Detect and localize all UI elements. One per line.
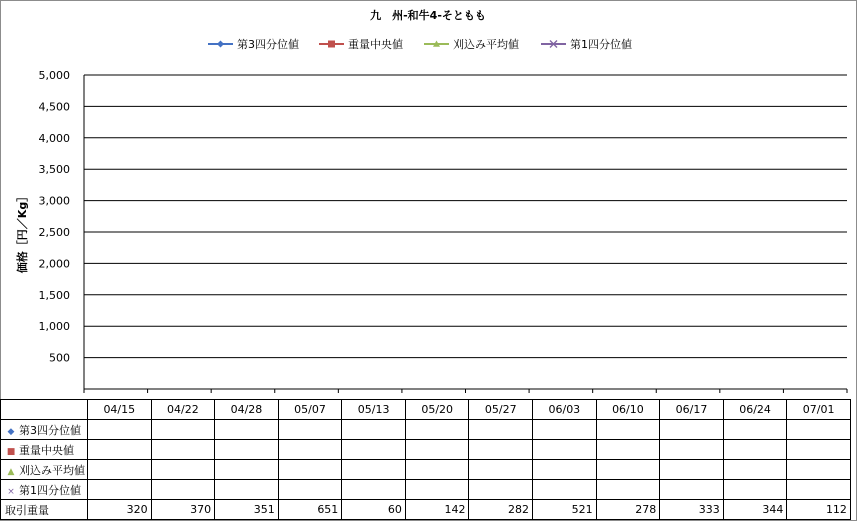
series-row-label [1,440,88,460]
table-cell [660,480,724,500]
x-tick-label: 05/27 [469,400,533,420]
x-tick-label: 05/20 [405,400,469,420]
x-legend-icon: × [7,486,15,497]
table-cell [342,440,406,460]
y-axis-label: 価格［円／Kg］ [16,190,29,274]
y-tick-label: 1,500 [38,288,70,302]
table-cell [787,480,851,500]
chart-title: 九 州-和牛4-そともも [370,9,486,22]
weight-cell: 278 [596,500,660,520]
table-cell [342,480,406,500]
series-row-label [1,420,88,440]
weight-cell: 521 [533,500,597,520]
weight-cell: 282 [469,500,533,520]
table-cell [278,420,342,440]
table-cell [469,440,533,460]
weight-cell: 351 [215,500,279,520]
x-tick-label: 06/17 [660,400,724,420]
table-cell [88,420,152,440]
triangle-legend-icon: ▲ [7,466,15,477]
weight-cell: 651 [278,500,342,520]
diamond-marker [217,41,224,48]
weight-cell: 112 [787,500,851,520]
table-cell [787,420,851,440]
table-cell [469,420,533,440]
series-row-label [1,480,88,500]
y-tick-label: 500 [49,351,70,365]
axes [84,75,847,393]
series-name: 第3四分位値 [19,423,81,437]
square-legend-icon: ■ [6,446,16,457]
table-cell [723,420,787,440]
y-tick-label: 2,000 [38,257,70,271]
x-tick-label: 07/01 [787,400,851,420]
table-cell [215,460,279,480]
x-tick-label: 05/13 [342,400,406,420]
legend-label: 第1四分位値 [570,38,632,51]
x-tick-label: 04/28 [215,400,279,420]
weight-cell: 60 [342,500,406,520]
legend-label: 刈込み平均値 [453,38,519,51]
table-cell [151,480,215,500]
x-tick-label: 05/07 [278,400,342,420]
x-tick-label: 06/24 [723,400,787,420]
y-axis-ticks [39,69,71,365]
y-tick-label: 5,000 [38,69,70,82]
legend-label: 重量中央値 [348,38,403,51]
table-cell [405,460,469,480]
diamond-legend-icon: ◆ [7,426,15,437]
table-cell [533,440,597,460]
table-cell [151,440,215,460]
weight-row-label: 取引重量 [1,500,88,520]
table-cell [151,420,215,440]
table-cell [215,480,279,500]
weight-cell: 320 [88,500,152,520]
y-tick-label: 4,500 [38,100,70,114]
data-table [0,399,851,520]
table-cell [342,460,406,480]
legend-item [424,37,519,51]
table-cell [787,440,851,460]
table-cell [278,480,342,500]
y-tick-label: 3,000 [38,194,70,208]
table-cell [278,440,342,460]
table-cell [215,440,279,460]
table-cell [469,480,533,500]
y-tick-label: 3,500 [38,163,70,177]
table-cell [405,420,469,440]
table-cell [533,460,597,480]
table-cell [596,420,660,440]
series-row-label [1,460,88,480]
x-tick-label: 04/15 [88,400,152,420]
table-cell [405,480,469,500]
table-cell [88,440,152,460]
legend-item [541,37,632,51]
table-cell [660,420,724,440]
x-tick-label: 06/10 [596,400,660,420]
weight-cell: 333 [660,500,724,520]
table-cell [723,460,787,480]
x-tick-label: 04/22 [151,400,215,420]
weight-cell: 370 [151,500,215,520]
weight-cell: 344 [723,500,787,520]
weight-row [1,500,851,520]
legend [208,37,632,51]
table-cell [469,460,533,480]
table-cell [342,420,406,440]
table-row [1,460,851,480]
table-row [1,420,851,440]
table-cell [723,480,787,500]
table-cell [151,460,215,480]
table-header-row [1,400,851,420]
series-name: 重量中央値 [19,443,74,457]
table-cell [405,440,469,460]
table-cell [88,480,152,500]
table-cell [533,480,597,500]
table-cell [596,480,660,500]
table-cell [88,460,152,480]
table-cell [787,460,851,480]
table-cell [660,460,724,480]
table-cell [278,460,342,480]
table-cell [215,420,279,440]
table-cell [723,440,787,460]
y-tick-label: 2,500 [38,226,70,239]
square-marker [328,41,335,48]
table-cell [660,440,724,460]
legend-item [319,37,403,51]
table-cell [596,460,660,480]
table-cell [533,420,597,440]
y-tick-label: 1,000 [38,320,70,334]
legend-label: 第3四分位値 [237,38,299,51]
table-corner-cell [1,400,88,420]
table-row [1,440,851,460]
x-tick-label: 06/03 [533,400,597,420]
series-name: 刈込み平均値 [19,463,85,477]
legend-item [208,37,299,51]
table-cell [596,440,660,460]
table-row [1,480,851,500]
gridlines [84,75,847,358]
weight-cell: 142 [405,500,469,520]
series-name: 第1四分位値 [19,483,81,497]
y-tick-label: 4,000 [38,131,70,145]
